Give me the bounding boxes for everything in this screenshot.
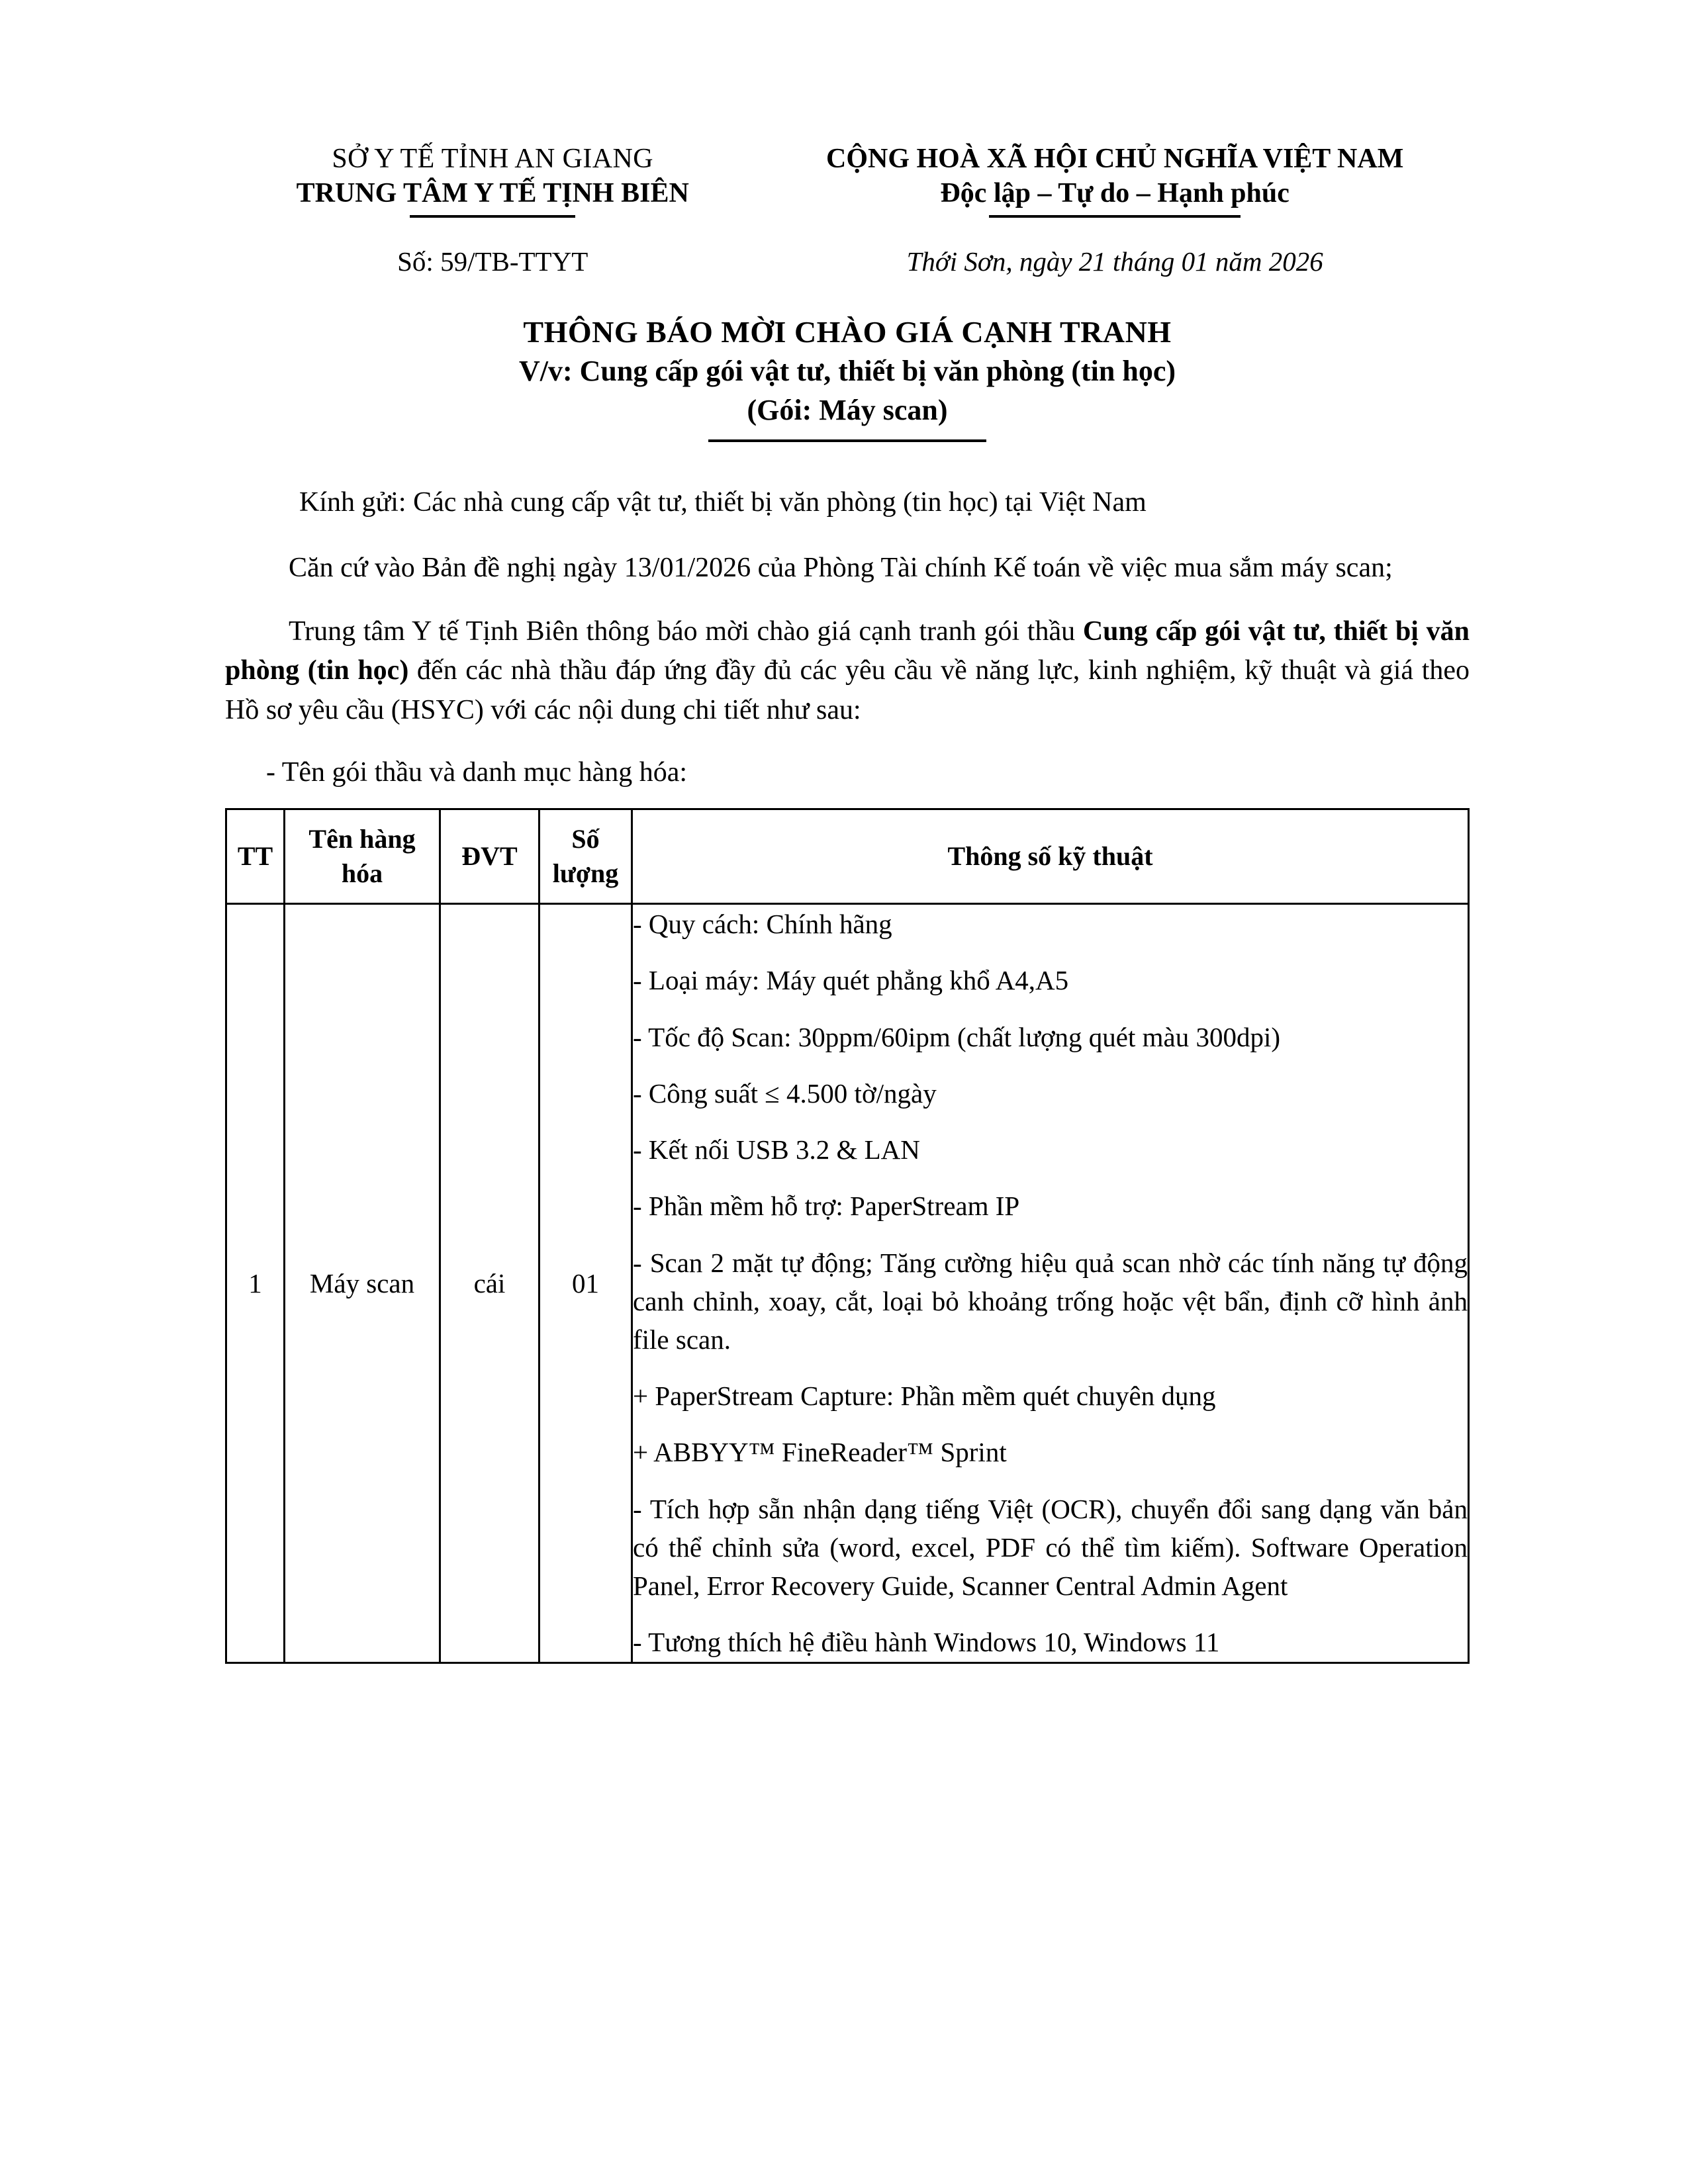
letterhead-divider-right [989, 215, 1241, 218]
col-header-tt: TT [226, 809, 285, 904]
document-title-block [225, 312, 1470, 441]
paragraph-notice [225, 612, 1470, 731]
col-header-name: Tên hàng hóa [285, 809, 440, 904]
parent-org-name: SỞ Y TẾ TỈNH AN GIANG [332, 144, 653, 174]
col-header-qty: Số lượng [539, 809, 632, 904]
col-header-unit: ĐVT [440, 809, 539, 904]
spec-line: - Kết nối USB 3.2 & LAN [633, 1134, 920, 1165]
spec-line: - Tích hợp sẵn nhận dạng tiếng Việt (OCR), chuyển đổi sang dạng văn bản có thể chỉnh sửa (word, excel, PDF có thể tìm kiếm). Software Operation Panel, Error Recovery Guide, Scanner Central Admin Agent [633, 1493, 1468, 1602]
national-motto: Độc lập – Tự do – Hạnh phúc [940, 177, 1289, 208]
title-divider [708, 439, 986, 442]
table-row [226, 904, 1469, 1662]
issuing-organization [225, 142, 760, 218]
notice-text-part1: Trung tâm Y tế Tịnh Biên thông báo mời chào giá cạnh tranh gói thầu [289, 615, 1083, 647]
recipient-line: Kính gửi: Các nhà cung cấp vật tư, thiết bị văn phòng (tin học) tại Việt Nam [299, 486, 1147, 518]
paragraph-basis: Căn cứ vào Bản đề nghị ngày 13/01/2026 của Phòng Tài chính Kế toán về việc mua sắm máy scan; [289, 553, 1393, 584]
col-header-spec: Thông số kỹ thuật [632, 809, 1469, 904]
org-name: TRUNG TÂM Y TẾ TỊNH BIÊN [296, 177, 689, 208]
goods-table-head [226, 809, 1469, 904]
spec-line: - Loại máy: Máy quét phẳng khổ A4,A5 [633, 965, 1069, 996]
national-heading [760, 142, 1470, 218]
spec-list [633, 905, 1468, 1661]
place-and-date: Thới Sơn, ngày 21 tháng 01 năm 2026 [906, 246, 1323, 277]
notice-text-part2: đến các nhà thầu đáp ứng đầy đủ các yêu cầu về năng lực, kinh nghiệm, kỹ thuật và giá theo Hồ sơ yêu cầu (HSYC) với các nội dung chi tiết như sau: [225, 655, 1470, 726]
document-sheet [225, 142, 1470, 1664]
spec-line: - Quy cách: Chính hãng [633, 909, 892, 940]
cell-spec [632, 904, 1469, 1662]
spec-line: - Tốc độ Scan: 30ppm/60ipm (chất lượng quét màu 300dpi) [633, 1021, 1281, 1052]
document-number: Số: 59/TB-TTYT [397, 246, 588, 277]
cell-tt: 1 [226, 904, 285, 1662]
country-name: CỘNG HOÀ XÃ HỘI CHỦ NGHĨA VIỆT NAM [826, 144, 1404, 174]
bullet-package-list: - Tên gói thầu và danh mục hàng hóa: [266, 756, 688, 788]
spec-line: + PaperStream Capture: Phần mềm quét chuyên dụng [633, 1381, 1216, 1412]
letterhead [225, 142, 1470, 218]
spec-line: - Phần mềm hỗ trợ: PaperStream IP [633, 1191, 1020, 1222]
table-header-row [226, 809, 1469, 904]
title-package-line: (Gói: Máy scan) [747, 394, 948, 426]
title-subject-line: V/v: Cung cấp gói vật tư, thiết bị văn phòng (tin học) [518, 355, 1176, 388]
spec-line: + ABBYY™ FineReader™ Sprint [633, 1437, 1007, 1468]
goods-table-body [226, 904, 1469, 1662]
page-title: THÔNG BÁO MỜI CHÀO GIÁ CẠNH TRANH [523, 315, 1172, 349]
spec-line: - Công suất ≤ 4.500 tờ/ngày [633, 1077, 937, 1109]
goods-table [225, 808, 1470, 1663]
document-meta-row [225, 246, 1470, 277]
notice-package-name: Cung cấp gói vật tư, thiết bị văn phòng (tin học) [225, 615, 1470, 686]
cell-name: Máy scan [285, 904, 440, 1662]
spec-line: - Tương thích hệ điều hành Windows 10, Windows 11 [633, 1627, 1220, 1658]
letterhead-divider-left [410, 215, 575, 218]
cell-qty: 01 [539, 904, 632, 1662]
cell-unit: cái [440, 904, 539, 1662]
spec-line: - Scan 2 mặt tự động; Tăng cường hiệu quả scan nhờ các tính năng tự động canh chỉnh, xoay, cắt, loại bỏ khoảng trống hoặc vệt bẩn, định cỡ hình ảnh file scan. [633, 1247, 1468, 1355]
